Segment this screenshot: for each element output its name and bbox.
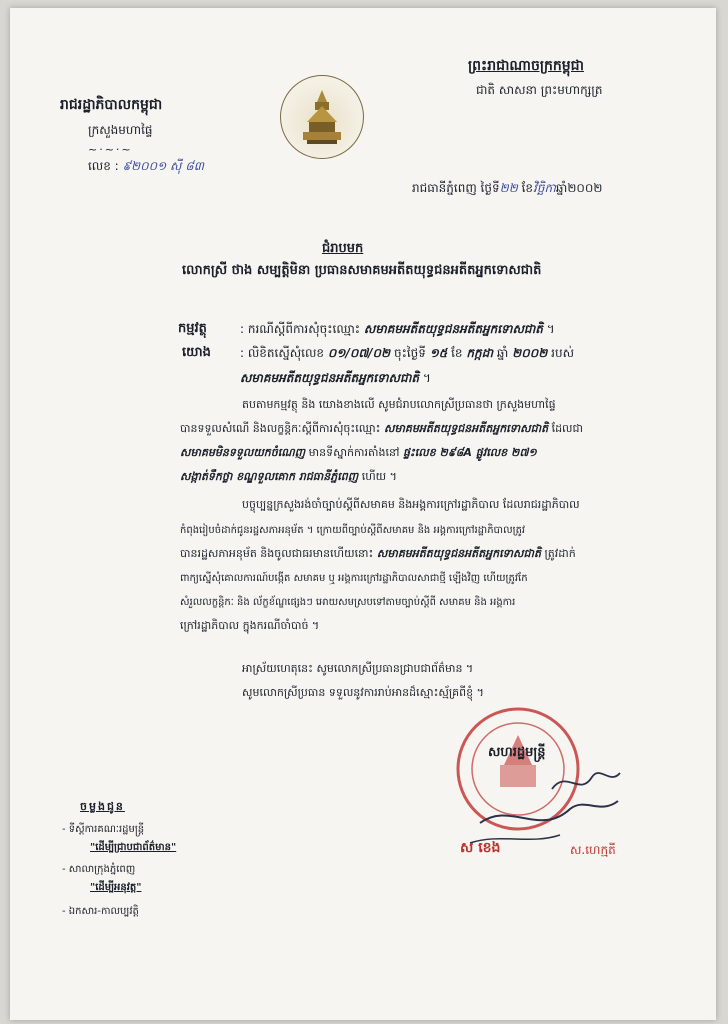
cc-item-1: - ទីស្តីការគណៈរដ្ឋមន្ត្រី [62, 824, 145, 835]
ministry-name: ក្រសួងមហាផ្ទៃ [88, 123, 153, 137]
date-day: ២២ [499, 181, 518, 195]
date-line [412, 180, 603, 198]
signature-title: សហរដ្ឋមន្ត្រី [488, 745, 546, 760]
recipient-name: លោកស្រី ថាង សម្បត្តិមិនា ប្រធានសមាគមអតីតយុទ្ធជនអតីតអ្នកទោសជាតិ [182, 263, 542, 278]
cc-item-2: "ដើម្បីជ្រាបជាព័ត៌មាន" [90, 842, 177, 853]
para1-line2 [180, 422, 583, 438]
para2-line3 [180, 547, 576, 563]
date-year: ឆ្នាំ២០០២ [555, 181, 603, 195]
official-seal-icon [440, 705, 630, 855]
reference-year: ២០០២ [512, 346, 548, 360]
subject-end: ។ [546, 322, 555, 336]
signature-name-right: ស.ហេក្មតី [570, 843, 616, 857]
para2-line6: ក្រៅរដ្ឋាភិបាល ក្នុងករណីចាំបាច់ ។ [180, 619, 320, 632]
temple-icon [301, 88, 343, 146]
reference-text-b: ចុះថ្ងៃទី [393, 346, 426, 360]
subject-text: : ករណីស្តីពីការសុំចុះឈ្មោះ [240, 322, 361, 336]
reference-text-c: ខែ [451, 346, 463, 360]
royal-emblem [280, 75, 364, 159]
kingdom-title: ព្រះរាជាណាចក្រកម្ពុជា [468, 58, 585, 74]
para1-line3-house: ផ្ទះលេខ ២៩៨A ផ្លូវលេខ ២៧១ [402, 446, 537, 459]
ref-number-handwritten: ៩២០០១ ស៊ី ៨៣ [122, 159, 205, 173]
signature-stamp-name: ស ខេង [460, 840, 501, 856]
cc-header: ចម្លងជូន [80, 800, 125, 813]
para1-line3-b: មានទីស្នាក់ការតាំងនៅ [308, 446, 400, 459]
closing-line2: សូមលោកស្រីប្រធាន ទទួលនូវការរាប់អានដ៏ស្មោះស្ម័គ្រពីខ្ញុំ ។ [242, 686, 484, 699]
para2-line3-a: បានរដ្ឋសភាអនុម័ត និងចូលជាធរមានហើយនោះ [180, 547, 374, 560]
para2-line3-org: សមាគមអតីតយុទ្ធជនអតីតអ្នកទោសជាតិ [376, 547, 541, 560]
reference-month: កក្កដា [466, 346, 494, 360]
cc-item-5: - ឯកសារ-កាលប្បវត្តិ [62, 906, 139, 917]
para2-line2: កំពុងរៀបចំដាក់ជូនរដ្ឋសភាអនុម័ត ។ ក្រោយពីច្បាប់ស្តីពីសមាគម និង អង្គការក្រៅរដ្ឋាភិបាលត្រូវ [180, 525, 526, 536]
ref-prefix: លេខ : [88, 159, 119, 173]
reference-text-e: របស់ [551, 346, 574, 360]
subject-line [240, 321, 555, 339]
reference-line-2 [240, 370, 431, 388]
date-month-prefix: ខែ [521, 181, 534, 195]
government-title: រាជរដ្ឋាភិបាលកម្ពុជា [60, 97, 163, 113]
para1-line4-b: ហើយ ។ [361, 470, 397, 483]
closing-line1: អាស្រ័យហេតុនេះ សូមលោកស្រីប្រធានជ្រាបជាព័ត៌មាន ។ [242, 662, 474, 675]
para2-line4: ពាក្យស្នើសុំគោលការណ៍បង្កើត សមាគម ឬ អង្គការក្រៅរដ្ឋាភិបាលសាជាថ្មី ឡើងវិញ ហើយត្រូវកែ [180, 573, 528, 584]
subject-org: សមាគមអតីតយុទ្ធជនអតីតអ្នកទោសជាតិ [363, 322, 543, 336]
reference-text-d: ឆ្នាំ [496, 346, 509, 360]
ministry-divider: ~·~·~ [88, 143, 133, 156]
para2-line5: សំរួលលក្ខន្តិកៈ និង ល័ក្ខខ័ណ្ឌផ្សេងៗ អោយសមស្របទៅតាមច្បាប់ស្តីពី សមាគម និង អង្គការ [180, 597, 516, 608]
para1-line2-b: ដែលជា [551, 422, 583, 435]
para1-line2-org: សមាគមអតីតយុទ្ធជនអតីតអ្នកទោសជាតិ [383, 422, 549, 435]
date-month: វិច្ឆិកា [533, 181, 556, 195]
greeting-header: ជំរាបមក [322, 241, 364, 256]
para1-line4-a: សង្កាត់ទឹកថ្លា ខណ្ឌទួលគោក រាជធានីភ្នំពេញ [180, 470, 359, 483]
kingdom-motto: ជាតិ សាសនា ព្រះមហាក្សត្រ [476, 83, 603, 97]
subject-label: កម្មវត្ថុ [178, 321, 207, 336]
reference-line-1 [240, 345, 574, 363]
para2-line1: បច្ចុប្បន្នក្រសួងរង់ចាំច្បាប់ស្តីពីសមាគម និងអង្គការក្រៅរដ្ឋាភិបាល ដែលរាជរដ្ឋាភិបាល [242, 498, 580, 511]
reference-org: សមាគមអតីតយុទ្ធជនអតីតអ្នកទោសជាតិ [240, 371, 420, 385]
date-prefix: រាជធានីភ្នំពេញ ថ្ងៃទី [412, 181, 500, 195]
reference-number [88, 158, 204, 176]
reference-label: យោង [182, 345, 211, 360]
para2-line3-b: ត្រូវដាក់ [544, 547, 576, 560]
para1-line2-a: បានទទួលសំណើ និងលក្ខន្តិកៈស្តីពីការសុំចុះឈ្មោះ [180, 422, 381, 435]
reference-day: ១៥ [429, 346, 448, 360]
reference-text-a: : លិខិតស្នើសុំលេខ [240, 346, 325, 360]
reference-letter-number: ០១/០៧/០២ [327, 346, 391, 360]
para1-line1: តបតាមកម្មវត្ថុ និង យោងខាងលើ សូមជំរាបលោកស្រីប្រធានថា ក្រសួងមហាផ្ទៃ [242, 398, 556, 411]
cc-item-4: "ដើម្បីអនុវត្ត" [90, 882, 142, 893]
para1-line3-a: សមាគមមិនទទួលយកចំណេញ [180, 446, 306, 459]
reference-end: ។ [422, 371, 431, 385]
para1-line4 [180, 470, 397, 486]
cc-item-3: - សាលាក្រុងភ្នំពេញ [62, 864, 136, 875]
para1-line3 [180, 446, 537, 462]
